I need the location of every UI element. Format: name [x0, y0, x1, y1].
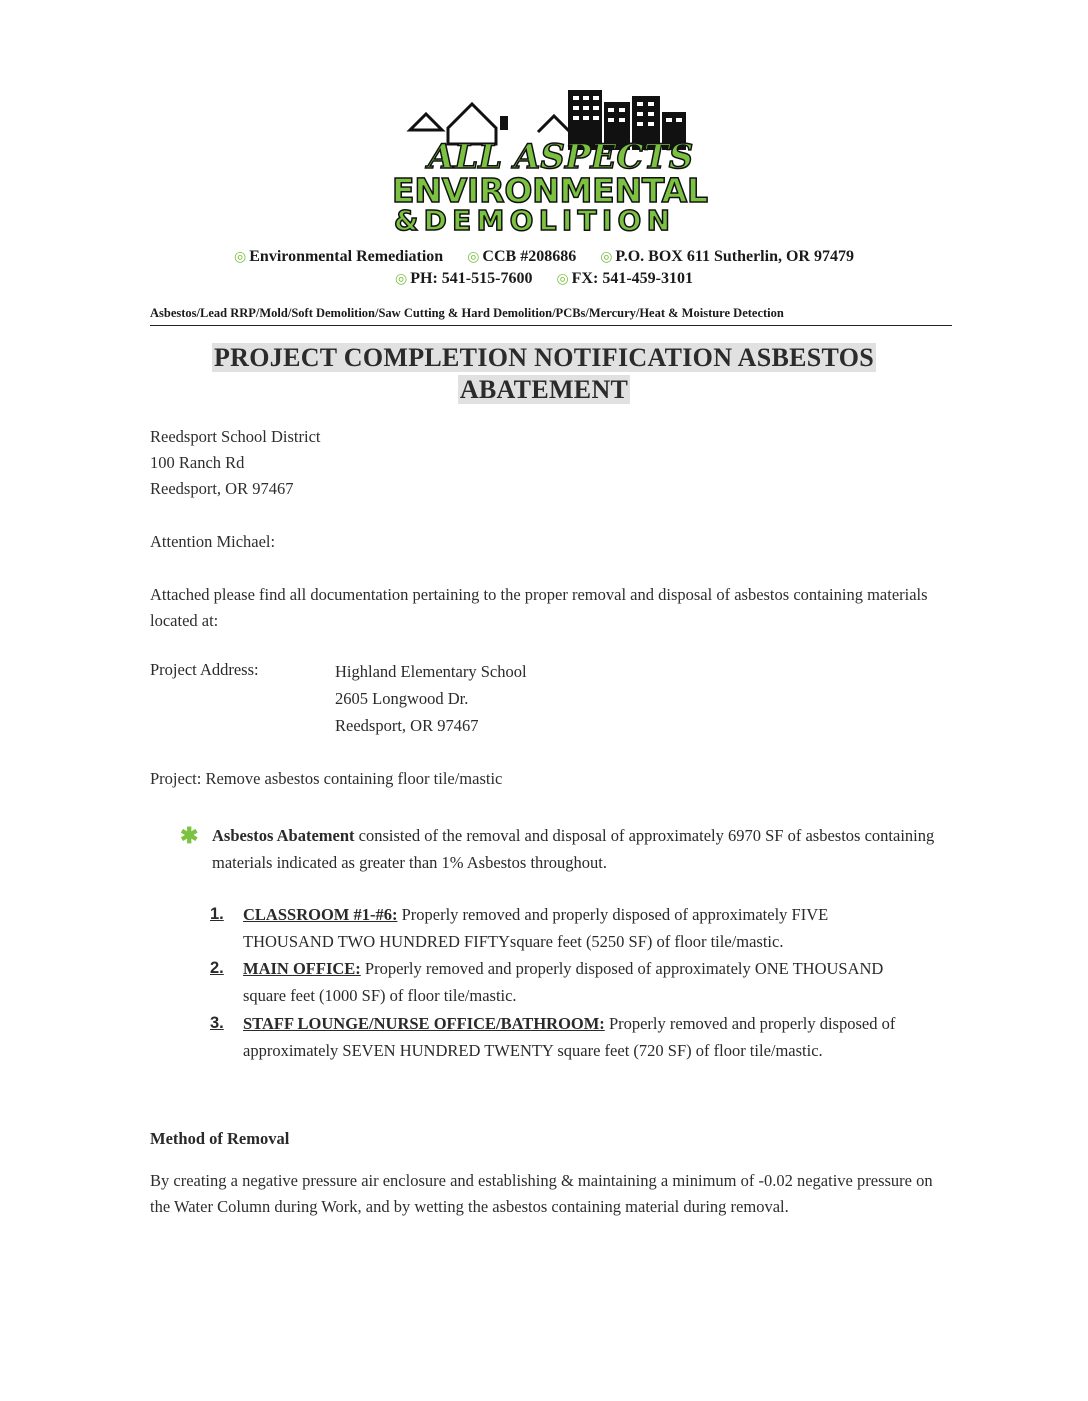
contact-row-2: [0, 270, 1088, 288]
project-address: [335, 658, 527, 739]
recipient-city: Reedsport, OR 97467: [150, 479, 294, 498]
services-line: Asbestos/Lead RRP/Mold/Soft Demolition/Saw Cutting & Hard Demolition/PCBs/Mercury/Heat & Moisture Detection: [150, 306, 952, 326]
asterisk-bullet-icon: ✱: [180, 823, 199, 848]
project-address-line: Highland Elementary School: [335, 662, 527, 681]
list-item-text: Properly removed and properly disposed of approximately FIVE THOUSAND TWO HUNDRED FIFTYsquare feet (5250 SF) of floor tile/mastic.: [243, 905, 829, 951]
list-number: 2.: [210, 959, 224, 977]
recipient-street: 100 Ranch Rd: [150, 453, 245, 472]
bullet-icon: ◎: [600, 250, 613, 265]
contact-item: ◎ CCB #208686: [467, 248, 577, 265]
list-item: [210, 1010, 920, 1064]
list-item-heading: STAFF LOUNGE/NURSE OFFICE/BATHROOM:: [243, 1014, 605, 1033]
abatement-summary-text: consisted of the removal and disposal of approximately 6970 SF of asbestos containing materials indicated as greater than 1% Asbestos throughout.: [212, 826, 935, 872]
contact-item: ◎ Environmental Remediation: [234, 248, 444, 265]
city-skyline-logo-graphic: [388, 82, 714, 234]
method-title: Method of Removal: [150, 1129, 290, 1148]
contact-row-1: [0, 248, 1088, 266]
contact-fax: ◎ FX: 541-459-3101: [556, 270, 693, 287]
project-line: Project: Remove asbestos containing floor tile/mastic: [150, 769, 503, 788]
list-item-text: Properly removed and properly disposed of approximately SEVEN HUNDRED TWENTY square feet (720 SF) of floor tile/mastic.: [243, 1014, 896, 1060]
abatement-summary-bold: Asbestos Abatement: [212, 826, 355, 845]
svg-text:ENVIRONMENTAL: ENVIRONMENTAL: [392, 171, 708, 210]
contact-phone: ◎ PH: 541-515-7600: [395, 270, 533, 287]
project-address-label: Project Address:: [150, 660, 259, 679]
list-item-heading: CLASSROOM #1-#6:: [243, 905, 398, 924]
list-item: [210, 955, 920, 1009]
attention-line: Attention Michael:: [150, 532, 276, 551]
list-number: 1.: [210, 905, 224, 923]
project-address-line: Reedsport, OR 97467: [335, 716, 479, 735]
list-item-heading: MAIN OFFICE:: [243, 959, 361, 978]
intro-paragraph: Attached please find all documentation pertaining to the proper removal and disposal of asbestos containing materials located at:: [150, 585, 928, 630]
bullet-icon: ◎: [467, 250, 480, 265]
bullet-icon: ◎: [395, 272, 408, 287]
svg-text:ALL ASPECTS: ALL ASPECTS: [428, 137, 694, 177]
list-item: [210, 901, 920, 955]
title-line-1: PROJECT COMPLETION NOTIFICATION ASBESTOS: [214, 343, 874, 372]
title-line-2: ABATEMENT: [459, 375, 629, 404]
list-number: 3.: [210, 1014, 224, 1032]
contact-item: ◎ P.O. BOX 611 Sutherlin, OR 97479: [600, 248, 854, 265]
method-paragraph: By creating a negative pressure air enclosure and establishing & maintaining a minimum of -0.02 negative pressure on the Water Column during Work, and by wetting the asbestos containing material during removal.: [150, 1171, 933, 1216]
document-title: [0, 342, 1088, 406]
abatement-summary: [180, 822, 950, 876]
recipient-address: [150, 424, 320, 502]
company-logo: [388, 82, 714, 234]
project-address-line: 2605 Longwood Dr.: [335, 689, 469, 708]
svg-text:&DEMOLITION: &DEMOLITION: [394, 204, 670, 234]
bullet-icon: ◎: [556, 272, 569, 287]
bullet-icon: ◎: [234, 250, 247, 265]
list-item-text: Properly removed and properly disposed of approximately ONE THOUSAND square feet (1000 SF) of floor tile/mastic.: [243, 959, 884, 1005]
recipient-name: Reedsport School District: [150, 427, 321, 446]
